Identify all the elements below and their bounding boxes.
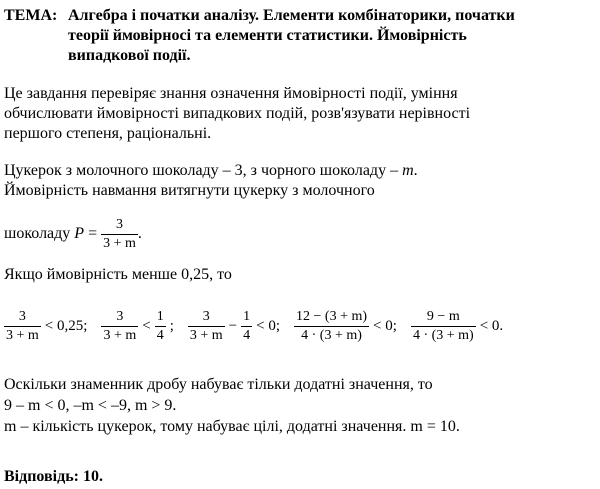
- ineq-2-fraction: [101, 308, 138, 345]
- ineq-2-denominator: 3 + m: [103, 327, 137, 343]
- ineq-3-fraction: [188, 308, 225, 345]
- ineq-1-denominator: 3 + m: [6, 327, 39, 343]
- ineq-4-numerator: 12 − (3 + m): [296, 308, 368, 324]
- conclusion-line-3: m – кількість цукерок, тому набуває цілі, додатні значення. m = 10.: [4, 418, 460, 435]
- variable-m: m: [402, 162, 414, 179]
- ineq-2-numerator: 3: [116, 308, 124, 324]
- fraction-denominator: 3 + m: [103, 236, 136, 251]
- ineq-2b-denominator: 4: [156, 327, 164, 343]
- fraction-numerator: 3: [116, 217, 123, 232]
- condition-line: Якщо ймовірність менше 0,25, то: [4, 266, 232, 283]
- ineq-1-tail: < 0,25;: [44, 318, 88, 335]
- ineq-3-minus: −: [228, 318, 238, 335]
- ineq-2b-numerator: 1: [156, 308, 164, 324]
- variable-p: P: [74, 225, 85, 243]
- ineq-2-tail: ;: [169, 318, 174, 335]
- intro-line-2: обчислювати ймовірності випадкових подій, розв'язувати нерівності: [4, 105, 471, 122]
- topic-line-2: теорії ймовірносі та елементи статистики. Ймовірність: [68, 27, 467, 44]
- ineq-2b-fraction: [155, 308, 166, 345]
- ineq-3b-fraction: [241, 308, 252, 345]
- ineq-3-numerator: 3: [202, 308, 210, 324]
- probability-formula: [4, 216, 142, 253]
- intro-line-3: першого степеня, раціональні.: [4, 125, 212, 142]
- conclusion-line-1: Оскільки знаменник дробу набуває тільки додатні значення, то: [4, 376, 433, 393]
- ineq-1-numerator: 3: [18, 308, 26, 324]
- ineq-3b-numerator: 1: [243, 308, 251, 324]
- ineq-4-denominator: 4 · (3 + m): [294, 326, 369, 345]
- ineq-5-fraction: [411, 308, 476, 345]
- ineq-5-tail: < 0.: [479, 318, 504, 335]
- inequalities-row: [4, 306, 503, 346]
- formula-lead: шоколаду: [4, 225, 75, 243]
- period: .: [137, 225, 142, 243]
- ineq-3b-denominator: 4: [243, 327, 251, 343]
- ineq-4-tail: < 0;: [373, 318, 397, 335]
- fraction-p: [101, 216, 138, 253]
- ineq-5-numerator: 9 − m: [426, 308, 460, 324]
- ineq-3-denominator: 3 + m: [189, 327, 223, 343]
- topic-line-1: Алгебра і початки аналізу. Елементи комбінаторики, початки: [68, 7, 515, 24]
- ineq-3-tail: < 0;: [256, 318, 281, 335]
- problem-line-1: [4, 161, 418, 181]
- problem-line-2: Ймовірність навмання витягнути цукерку з молочного: [4, 182, 375, 199]
- ineq-2-lt: <: [142, 318, 151, 335]
- answer-line: Відповідь: 10.: [4, 468, 103, 485]
- ineq-1-fraction: [4, 308, 41, 345]
- topic-label: ТЕМА:: [4, 7, 58, 24]
- topic-line-3: випадкової події.: [68, 47, 191, 64]
- period: .: [413, 162, 418, 179]
- intro-line-1: Це завдання перевіряє знання означення ймовірності події, уміння: [4, 85, 458, 102]
- equals-sign: =: [84, 225, 102, 243]
- problem-text: Цукерок з молочного шоколаду – 3, з чорного шоколаду –: [4, 162, 403, 179]
- ineq-4-fraction: [294, 308, 369, 345]
- ineq-5-denominator: 4 · (3 + m): [412, 327, 474, 343]
- conclusion-line-2: 9 – m < 0, –m < –9, m > 9.: [4, 397, 177, 414]
